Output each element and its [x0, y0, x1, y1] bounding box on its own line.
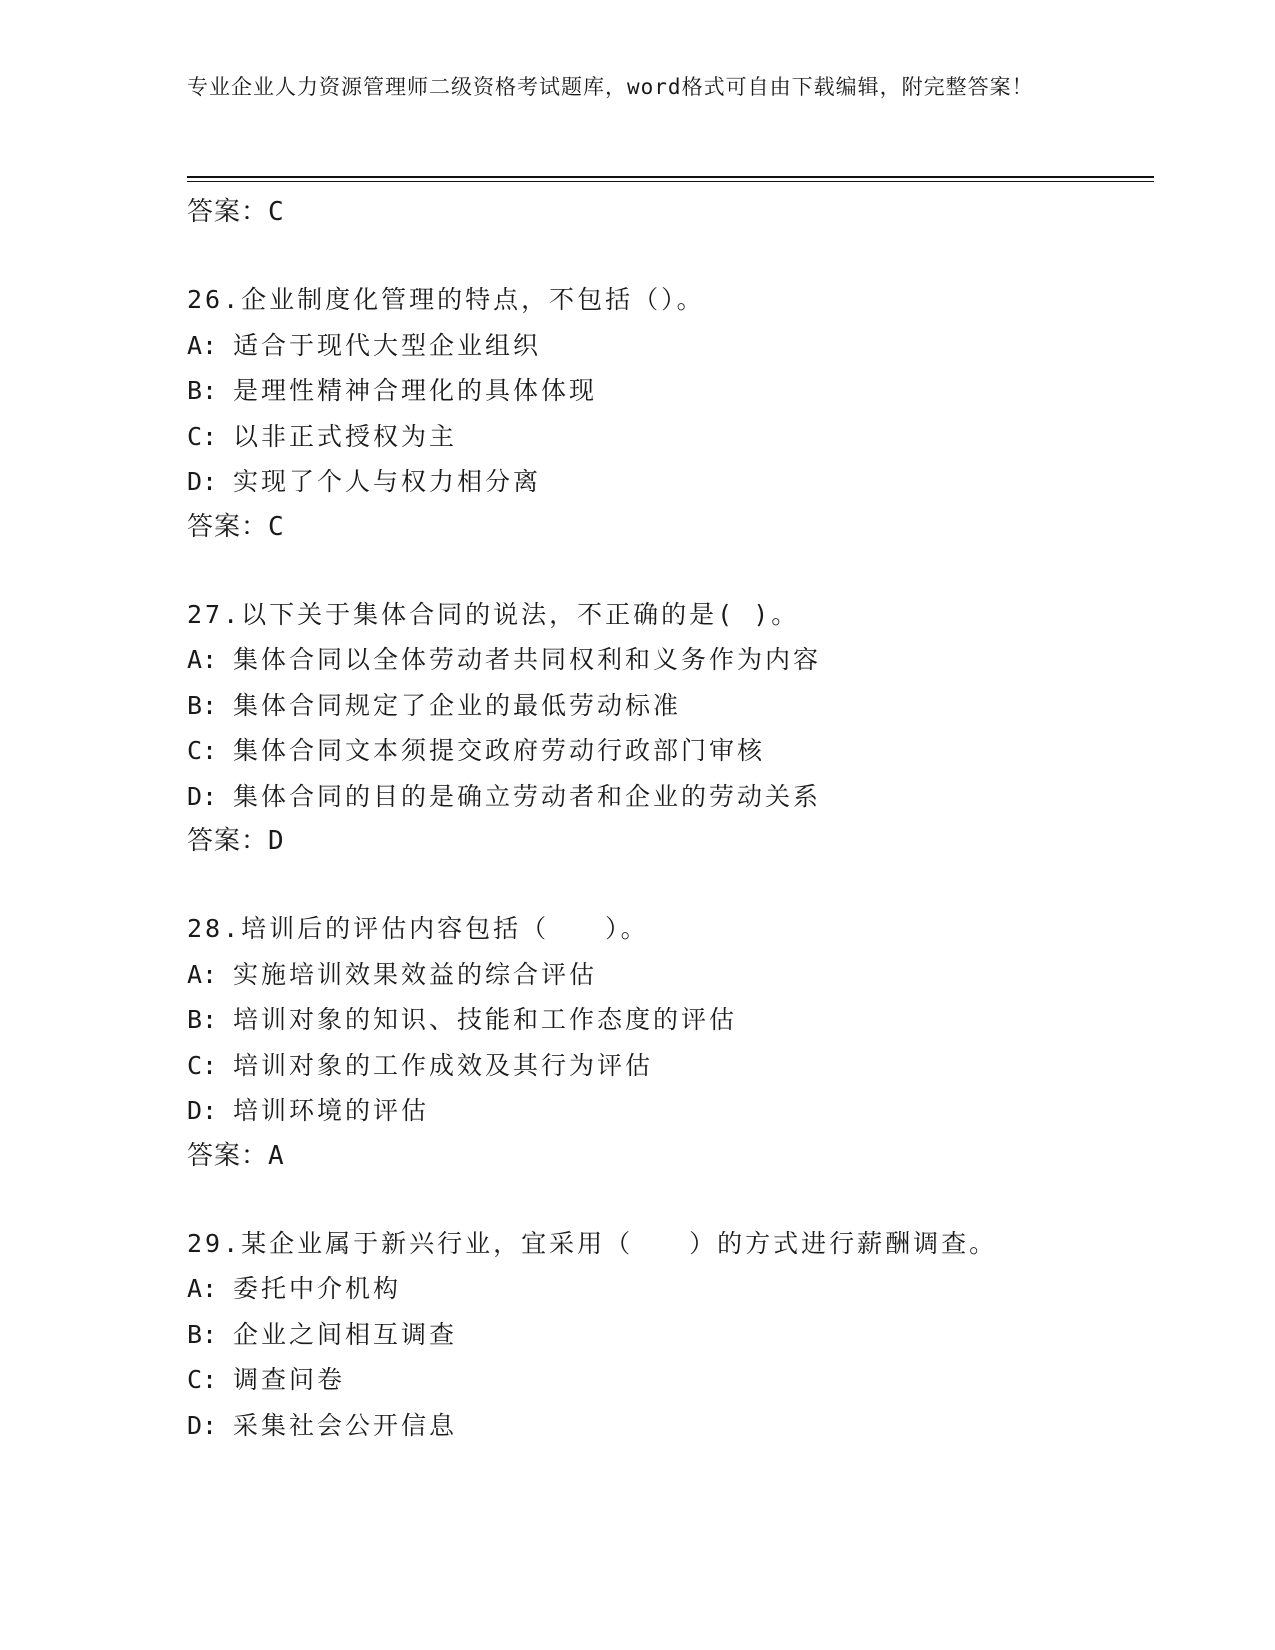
option-a [187, 637, 1147, 683]
option-text: 集体合同的目的是确立劳动者和企业的劳动关系 [233, 781, 822, 811]
question-27 [187, 592, 1147, 865]
question-stem: 27.以下关于集体合同的说法，不正确的是( )。 [187, 599, 800, 629]
question-26 [187, 277, 1147, 550]
option-label: D: [187, 781, 218, 811]
option-label: B: [187, 1319, 218, 1349]
option-b [187, 683, 1147, 729]
question-stem: 26.企业制度化管理的特点，不包括（）。 [187, 285, 705, 314]
option-text: 培训对象的工作成效及其行为评估 [233, 1050, 654, 1080]
option-label: A: [187, 959, 218, 989]
previous-answer: 答案：C [187, 197, 285, 227]
document-header: 专业企业人力资源管理师二级资格考试题库，word格式可自由下载编辑，附完整答案！ [187, 75, 1034, 99]
option-a [187, 1266, 1147, 1312]
option-label: C: [187, 1050, 218, 1080]
answer: 答案：C [187, 511, 285, 542]
option-label: B: [187, 1005, 218, 1034]
option-label: C: [187, 1365, 218, 1394]
answer: 答案：A [187, 1140, 285, 1171]
option-text: 以非正式授权为主 [233, 421, 458, 451]
option-a [187, 323, 1147, 369]
question-28 [187, 906, 1147, 1179]
question-list [187, 190, 1147, 1448]
option-c [187, 1043, 1147, 1089]
option-c [187, 728, 1147, 774]
option-text: 委托中介机构 [233, 1274, 402, 1303]
option-c [187, 1357, 1147, 1403]
option-d [187, 774, 1147, 820]
option-text: 集体合同文本须提交政府劳动行政部门审核 [233, 736, 766, 765]
option-d [187, 459, 1147, 505]
option-label: A: [187, 330, 218, 360]
option-text: 集体合同规定了企业的最低劳动标准 [233, 690, 682, 720]
option-text: 企业之间相互调查 [233, 1319, 458, 1349]
option-label: D: [187, 1096, 218, 1125]
option-label: D: [187, 1410, 218, 1440]
option-text: 调查问卷 [233, 1365, 346, 1394]
option-text: 实现了个人与权力相分离 [233, 467, 542, 496]
option-text: 集体合同以全体劳动者共同权利和义务作为内容 [233, 645, 822, 674]
option-label: B: [187, 690, 218, 720]
option-c [187, 414, 1147, 460]
option-d [187, 1403, 1147, 1449]
option-b [187, 1312, 1147, 1358]
option-label: C: [187, 736, 218, 765]
option-text: 培训对象的知识、技能和工作态度的评估 [233, 1005, 738, 1034]
option-a [187, 952, 1147, 998]
option-d [187, 1088, 1147, 1134]
option-text: 培训环境的评估 [233, 1096, 430, 1125]
option-label: A: [187, 645, 218, 674]
header-divider-thick [187, 176, 1154, 178]
option-b [187, 368, 1147, 414]
answer: 答案：D [187, 826, 285, 856]
question-stem: 29.某企业属于新兴行业，宜采用（ ）的方式进行薪酬调查。 [187, 1228, 998, 1258]
option-text: 是理性精神合理化的具体体现 [233, 376, 598, 405]
option-label: A: [187, 1274, 218, 1303]
question-stem: 28.培训后的评估内容包括（ ）。 [187, 914, 649, 943]
question-29 [187, 1221, 1147, 1449]
option-text: 采集社会公开信息 [233, 1410, 458, 1440]
header-divider-thin [187, 181, 1154, 182]
option-text: 实施培训效果效益的综合评估 [233, 959, 598, 989]
option-b [187, 997, 1147, 1043]
option-label: D: [187, 467, 218, 496]
option-label: B: [187, 376, 218, 405]
option-text: 适合于现代大型企业组织 [233, 330, 542, 360]
option-label: C: [187, 421, 218, 451]
